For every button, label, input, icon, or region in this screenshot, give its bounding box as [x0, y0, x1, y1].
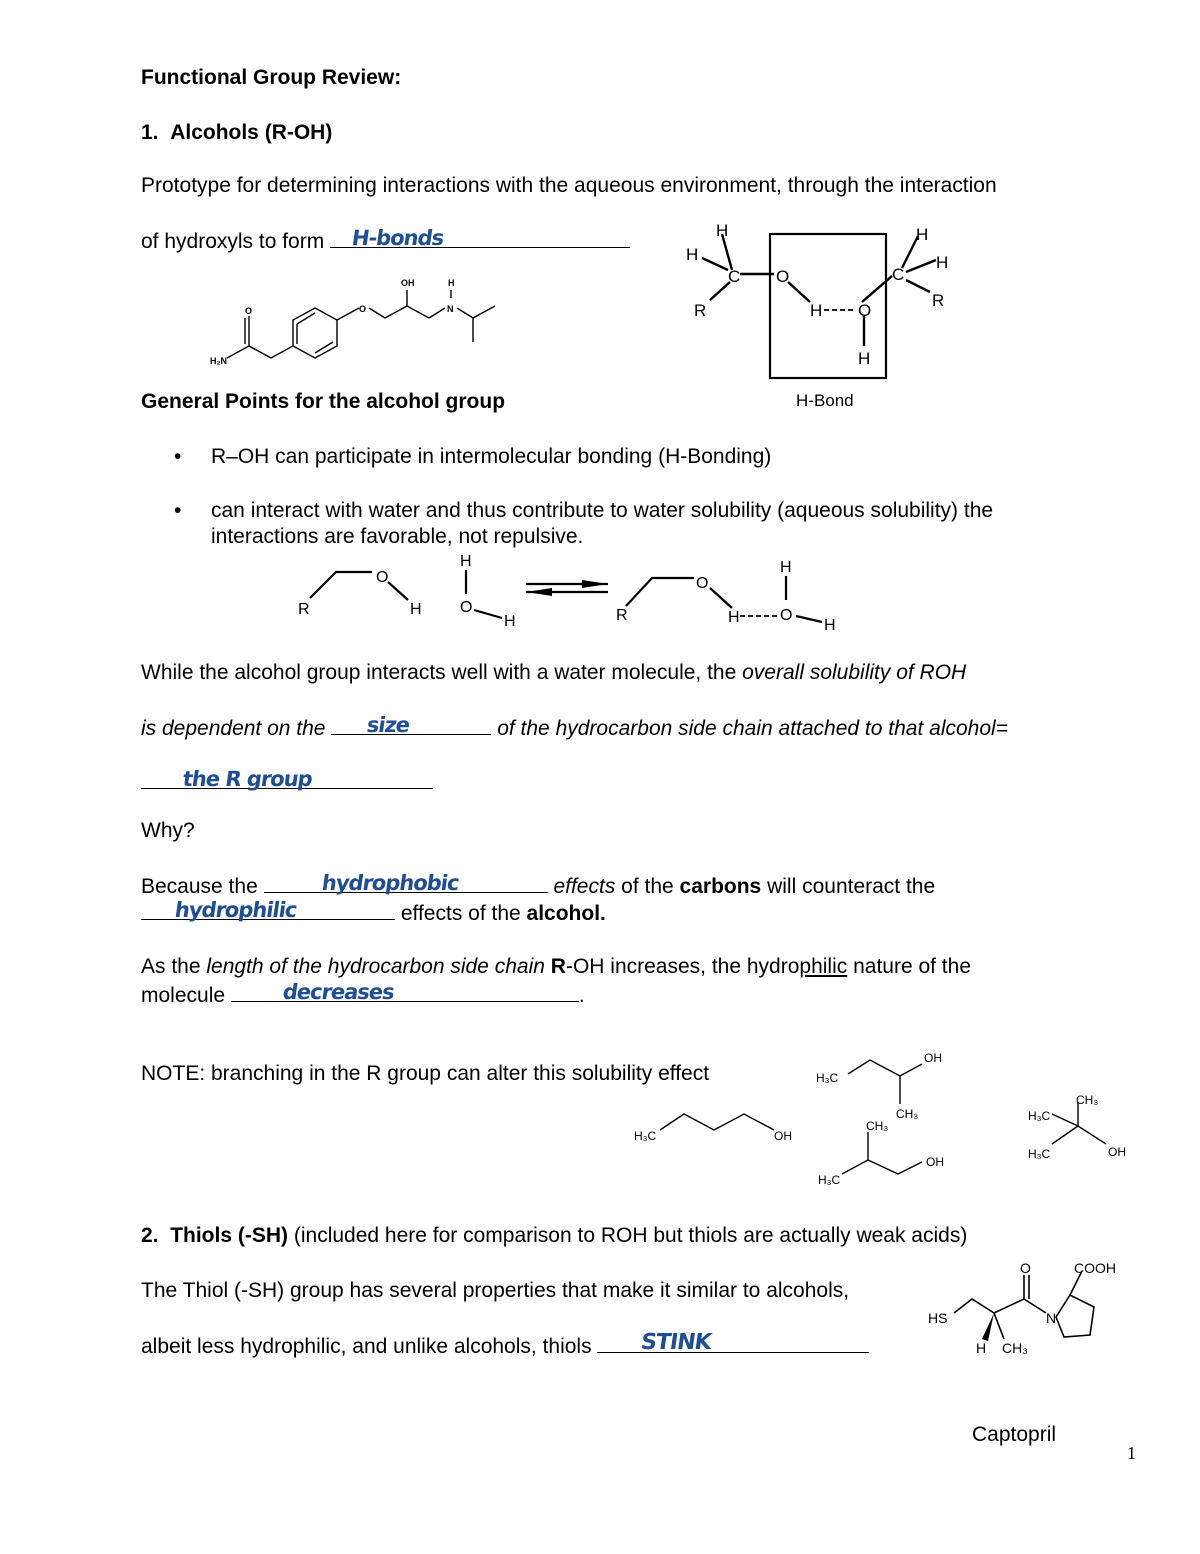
cap-o: O [1020, 1260, 1031, 1276]
blank-size[interactable] [331, 714, 491, 735]
hbond-h-top-left: H [716, 221, 729, 240]
answer-decreases: decreases [281, 980, 396, 1004]
section-2-number: 2. [141, 1224, 159, 1247]
b4-h3c-bottom: H₃C [1028, 1147, 1051, 1161]
b1-oh: OH [924, 1051, 942, 1065]
because-of-the: of the [615, 875, 680, 898]
as-the-end: nature of the [847, 955, 972, 978]
because-suffix: will counteract the [761, 875, 936, 898]
eq-water-h-right: H [504, 613, 516, 630]
answer-hydrophobic: hydrophobic [319, 871, 460, 895]
b1-h3c: H₃C [816, 1071, 839, 1085]
hbond-caption: H-Bond [796, 391, 854, 410]
dependent-prefix: is dependent on the [141, 717, 326, 740]
because-carbons: carbons [679, 875, 762, 898]
because-line [141, 872, 935, 900]
section-1-title: Alcohols (R-OH) [170, 121, 333, 144]
b2-h3c: H₃C [634, 1129, 657, 1143]
hbond-o-right: O [858, 301, 872, 320]
effects-of-the: effects of the [395, 902, 527, 925]
as-the-text: As the [141, 955, 207, 978]
section-1-number: 1. [141, 121, 159, 144]
b3-h3c: H₃C [818, 1173, 841, 1187]
dependent-line [141, 714, 1008, 742]
hydroxyl-oh-label: OH [401, 278, 415, 288]
while-line-italic: overall solubility of ROH [742, 661, 967, 684]
while-line-text: While the alcohol group interacts well with a water molecule, the [141, 661, 743, 684]
hbond-r-right: R [932, 291, 945, 310]
while-line [141, 660, 966, 686]
intro-line-2 [141, 227, 630, 255]
eq-water-h-top: H [460, 553, 472, 570]
dependent-suffix: of the hydrocarbon side chain attached to that alcohol= [497, 717, 1008, 740]
amine-h-label: H [448, 278, 455, 288]
hbond-c-left: C [728, 267, 741, 286]
rgroup-line [141, 768, 433, 796]
bullet-2-symbol: • [174, 499, 182, 522]
b1-ch3: CH₃ [896, 1107, 919, 1121]
b2-oh: OH [774, 1129, 792, 1143]
section-2-heading [141, 1223, 967, 1249]
alcohol-word: alcohol. [526, 902, 606, 925]
thiol-line-1: The Thiol (-SH) group has several properties that make it similar to alcohols, [141, 1279, 850, 1302]
eq-o-2: O [696, 575, 709, 592]
because-prefix: Because the [141, 875, 258, 898]
thiol-line-2 [141, 1332, 869, 1360]
eq-h-1: H [410, 601, 422, 618]
captopril-label: Captopril [972, 1423, 1057, 1446]
answer-rgroup: the R group [181, 767, 314, 791]
note-text: NOTE: branching in the R group can alter this solubility effect [141, 1062, 710, 1085]
blank-decreases[interactable] [231, 981, 579, 1002]
eq-h-right-2: H [824, 617, 836, 634]
hbond-h-bottom: H [858, 349, 871, 368]
hbond-h-top-right: H [916, 225, 929, 244]
equilibrium-diagram [290, 548, 850, 638]
hydrophilic-line [141, 899, 606, 927]
page-title: Functional Group Review: [141, 66, 402, 89]
b4-h3c-top: H₃C [1028, 1109, 1051, 1123]
thiol-line-2-text: albeit less hydrophilic, and unlike alcohols, thiols [141, 1335, 592, 1358]
hbond-h-left: H [686, 245, 699, 264]
cap-ch3: CH₃ [1002, 1340, 1028, 1356]
cap-h: H [976, 1340, 987, 1356]
as-the-italic: length of the hydrocarbon side chain [206, 955, 551, 978]
general-points-heading: General Points for the alcohol group [141, 390, 506, 413]
as-the-r: R [550, 955, 566, 978]
ether-o-label: O [359, 304, 367, 314]
b3-ch3: CH₃ [866, 1119, 889, 1133]
eq-o-1: O [376, 569, 389, 586]
eq-r-2: R [616, 607, 628, 624]
page-number: 1 [1127, 1443, 1136, 1463]
molecule-word: molecule [141, 984, 226, 1007]
answer-stink: STINK [639, 1330, 713, 1355]
molecule-period: . [578, 984, 585, 1007]
eq-h-top-2: H [780, 559, 792, 576]
branched-alcohols [620, 1040, 1140, 1200]
hbond-o-left: O [776, 267, 790, 286]
hbond-h-middle: H [810, 301, 823, 320]
b4-ch3: CH₃ [1076, 1093, 1099, 1107]
answer-size: size [365, 713, 412, 737]
section-2-rest: (included here for comparison to ROH but thiols are actually weak acids) [288, 1224, 968, 1247]
bullet-1-symbol: • [174, 445, 182, 468]
b4-oh: OH [1108, 1145, 1126, 1159]
bullet-2-line-1: can interact with water and thus contribute to water solubility (aqueous solubility) the [211, 499, 994, 522]
cap-hs: HS [928, 1310, 948, 1326]
blank-stink[interactable] [597, 1332, 869, 1353]
amine-n-label: N [447, 304, 454, 314]
captopril-structure [920, 1255, 1140, 1365]
blank-hbonds[interactable] [330, 227, 630, 248]
eq-water-o: O [460, 599, 473, 616]
atenolol-structure [205, 272, 505, 372]
blank-hydrophilic[interactable] [141, 899, 395, 920]
because-effects: effects [553, 875, 616, 898]
cap-cooh: COOH [1074, 1260, 1116, 1276]
answer-hbonds: H-bonds [350, 226, 445, 250]
blank-hydrophobic[interactable] [264, 872, 548, 893]
eq-r-1: R [298, 601, 310, 618]
eq-h-2: H [728, 609, 740, 626]
bullet-2-line-2: interactions are favorable, not repulsive. [211, 525, 584, 548]
intro-line-1: Prototype for determining interactions with the aqueous environment, through the interaction [141, 174, 997, 197]
hbond-h-right: H [936, 253, 949, 272]
eq-o-3: O [780, 607, 793, 624]
bullet-1-text: R–OH can participate in intermolecular bonding (H-Bonding) [211, 445, 772, 468]
hbond-c-right: C [892, 265, 905, 284]
as-the-line [141, 954, 971, 980]
hbond-diagram [680, 218, 960, 418]
why-text: Why? [141, 819, 195, 842]
intro-line-2-text: of hydroxyls to form [141, 230, 325, 253]
section-2-title: Thiols (-SH) [170, 1224, 289, 1247]
cap-n: N [1046, 1310, 1057, 1326]
carbonyl-o-label: O [245, 306, 253, 316]
h2n-label: H₂N [210, 356, 227, 366]
section-1-heading [141, 120, 332, 146]
answer-hydrophilic: hydrophilic [173, 898, 299, 922]
as-the-mid: -OH increases, the hydro [565, 955, 800, 978]
as-the-philic: philic [799, 955, 848, 978]
b3-oh: OH [926, 1155, 944, 1169]
molecule-line [141, 981, 585, 1009]
hbond-r-left: R [694, 301, 707, 320]
blank-rgroup[interactable] [141, 768, 433, 789]
